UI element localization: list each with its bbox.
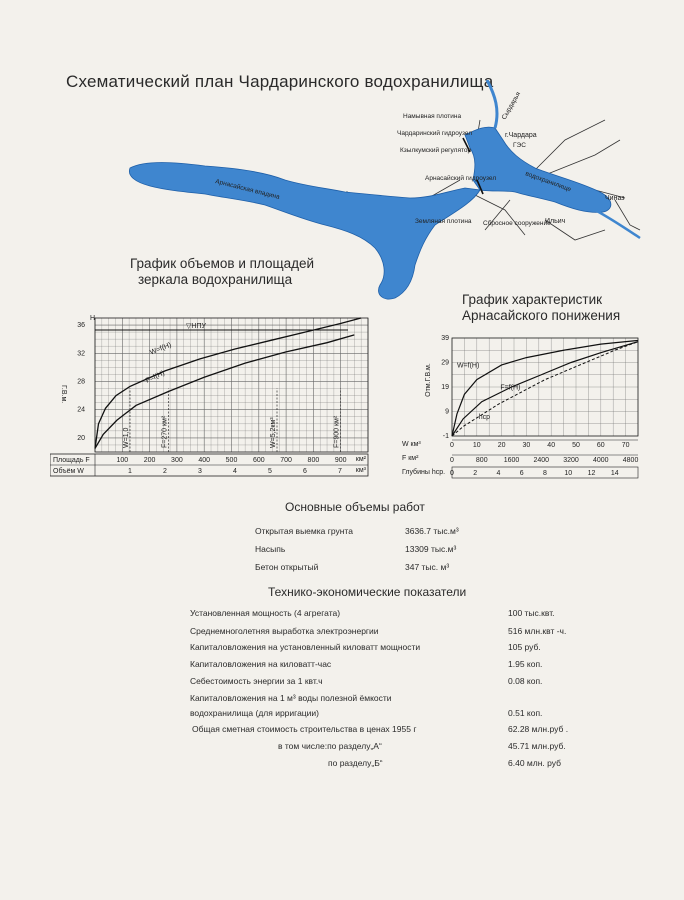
ar-f-tick: 2400 <box>533 457 550 464</box>
indicator-label: по разделу„Б“ <box>328 758 383 768</box>
ar-curve-h-label: hср <box>478 413 491 421</box>
w-tick-label: 7 <box>338 468 342 475</box>
ar-w-tick: 0 <box>450 442 454 449</box>
indicator-value: 62.28 млн.руб . <box>508 724 569 734</box>
vol-ytick-label: 28 <box>77 378 85 386</box>
works-heading: Основные объемы работ <box>285 500 425 514</box>
vol-ytick-label: 24 <box>77 406 85 414</box>
f-tick-label: 300 <box>171 457 183 464</box>
indicator-label: в том числе:по разделу„А“ <box>278 741 382 751</box>
f-tick-label: 700 <box>280 457 292 464</box>
ar-w-tick: 60 <box>596 442 605 449</box>
works-item-value: 347 тыс. м³ <box>405 562 450 572</box>
works-item-value: 13309 тыс.м³ <box>405 544 457 554</box>
indicator-value: 45.71 млн.руб. <box>508 741 566 751</box>
indicator-label: Себестоимость энергии за 1 квт.ч <box>190 676 323 686</box>
vol-subtitle-line2: зеркала водохранилища <box>138 272 293 287</box>
ann-f1-label: F=900 км² <box>333 415 341 448</box>
indicator-label: Капиталовложения на киловатт-час <box>190 659 332 669</box>
vol-subtitle-line1: График объемов и площадей <box>130 256 315 271</box>
w-tick-label: 4 <box>233 468 237 475</box>
indicator-value: 516 млн.квт -ч. <box>508 626 567 636</box>
ar-ylabel: Отм.Г.В.м. <box>425 363 432 397</box>
works-item-label: Открытая выемка грунта <box>255 526 353 536</box>
f-unit: км² <box>355 456 366 463</box>
w-tick-label: 5 <box>268 468 272 475</box>
ar-f-tick: 800 <box>475 457 488 464</box>
label-kzyl: Кзылкумский регулятор <box>400 147 472 154</box>
w-tick-label: 2 <box>163 468 167 475</box>
volume-area-chart <box>50 310 380 490</box>
ar-subtitle-line1: График характеристик <box>462 292 603 307</box>
ar-f-tick: 3200 <box>563 457 579 464</box>
ar-curve-f <box>452 342 638 436</box>
f-tick-label: 600 <box>252 457 265 464</box>
ar-ytick-label: 39 <box>441 335 449 342</box>
page-title: Схематический план Чардаринского водохранилища <box>66 72 494 91</box>
row-w-label: Объём W <box>53 468 84 475</box>
f-tick-label: 400 <box>198 457 211 464</box>
f-tick-label: 200 <box>143 457 156 464</box>
ar-curve-h <box>452 342 638 436</box>
indicators-heading: Технико-экономические показатели <box>268 585 467 599</box>
label-chinaz: Чиназ <box>605 195 625 202</box>
ann-f0-label: F=270 км² <box>161 415 169 448</box>
label-arnasai-depression: Арнасайская впадина <box>214 178 281 201</box>
ar-w-tick: 20 <box>497 442 506 449</box>
label-reservoir: водохранилище <box>524 170 573 194</box>
w-unit: км³ <box>355 467 366 474</box>
label-arnasai-hydro: Арнасайский гидроузел <box>425 175 497 182</box>
ar-row-f-label: F км² <box>402 455 419 462</box>
ar-subtitle-line2: Арнасайского понижения <box>462 308 621 323</box>
arnasai-chart <box>400 330 650 485</box>
ar-h-tick: 12 <box>587 470 596 477</box>
w-tick-label: 3 <box>198 468 202 475</box>
f-tick-label: 900 <box>334 457 347 464</box>
ann-w1-label: W=5,2км³ <box>270 417 277 448</box>
vol-chart-subtitle <box>130 256 314 288</box>
ar-ytick-label: 19 <box>441 384 449 391</box>
vol-ytick-label: 20 <box>77 434 85 442</box>
ar-grid <box>452 338 638 436</box>
curve-w-label: W=f(H) <box>149 341 173 357</box>
ar-h-tick: 14 <box>610 470 619 477</box>
indicator-value: 0.08 коп. <box>508 676 543 686</box>
ar-ytick-label: 9 <box>445 408 449 416</box>
f-tick-label: 100 <box>116 457 129 464</box>
curve-f-label: F=f(H) <box>144 369 166 385</box>
vol-ytick-label: 36 <box>77 322 85 330</box>
ar-f-tick: 1600 <box>503 457 520 464</box>
ar-ytick-label: 29 <box>441 359 449 367</box>
indicator-label: Общая сметная стоимость строительства в ценах 1955 г <box>192 724 417 734</box>
indicator-label: водохранилища (для ирригации) <box>190 708 319 718</box>
ar-curve-w <box>452 340 638 436</box>
indicator-value: 100 тыс.квт. <box>508 608 555 618</box>
ar-w-tick: 50 <box>572 442 580 449</box>
f-tick-label: 800 <box>307 457 320 464</box>
ar-row-h-label: Глубины hср. <box>402 469 446 476</box>
vol-ytop-label: Н <box>90 315 96 322</box>
label-ges: ГЭС <box>513 142 526 149</box>
ar-h-tick: 8 <box>543 470 547 477</box>
indicator-value: 105 руб. <box>508 642 541 652</box>
ar-h-tick: 4 <box>496 470 501 477</box>
works-item-label: Насыпь <box>255 544 286 554</box>
ar-f-tick: 4000 <box>593 457 609 464</box>
label-ilyich: Ильич <box>545 218 566 225</box>
label-chardara-hydro: Чардаринский гидроузел <box>397 130 473 137</box>
indicator-label: Капиталовложения на установленный киловатт мощности <box>190 642 421 652</box>
ar-row-w-label: W км³ <box>402 441 421 448</box>
w-tick-label: 6 <box>303 468 307 475</box>
ar-w-tick: 40 <box>547 442 556 449</box>
ar-ytick-label: -1 <box>442 433 449 440</box>
ar-chart-subtitle <box>462 292 620 324</box>
vol-ylabel: Г.В.м. <box>60 385 67 404</box>
row-f-label: Площадь F <box>53 457 90 464</box>
ar-curve-f-label: F=f(H) <box>500 384 521 392</box>
indicator-label: Капиталовложения на 1 м³ воды полезной ёмкости <box>190 693 392 703</box>
ar-h-tick: 10 <box>564 470 573 477</box>
label-syrdarya: Сырдарья <box>500 90 523 121</box>
label-earth-dam: Земляная плотина <box>415 218 472 225</box>
works-item-label: Бетон открытый <box>255 562 319 572</box>
indicator-value: 0.51 коп. <box>508 708 543 718</box>
ar-h-tick: 2 <box>473 470 478 477</box>
ar-h-tick: 6 <box>519 470 524 477</box>
npu-label: ▽НПУ <box>186 322 206 330</box>
indicator-label: Среднемноголетняя выработка электроэнергии <box>190 626 379 636</box>
label-city-chardara: г.Чардара <box>505 132 537 139</box>
label-namyv: Намывная плотина <box>403 113 462 120</box>
works-item-value: 3636.7 тыс.м³ <box>405 526 459 536</box>
curve-w <box>95 318 361 448</box>
indicator-label: Установленная мощность (4 агрегата) <box>190 608 341 618</box>
ann-w0-label: W=1,0 <box>123 427 130 448</box>
vol-grid <box>95 318 368 452</box>
ar-h-tick: 0 <box>450 470 454 477</box>
ar-w-tick: 30 <box>522 442 531 449</box>
vol-ytick-label: 32 <box>77 350 85 358</box>
indicator-value: 1.95 коп. <box>508 659 543 669</box>
syrdarya-river <box>487 80 497 128</box>
f-tick-label: 500 <box>225 457 238 464</box>
ar-f-tick: 0 <box>450 457 454 464</box>
indicator-value: 6.40 млн. руб <box>508 758 561 768</box>
label-sbros: Сбросное сооружение <box>483 220 551 227</box>
ar-w-tick: 70 <box>621 442 630 449</box>
ar-curve-w-label: W=f(H) <box>456 362 480 370</box>
w-tick-label: 1 <box>128 468 132 475</box>
ar-w-tick: 10 <box>472 442 481 449</box>
chardara-reservoir <box>465 127 611 212</box>
ar-f-tick: 4800 <box>622 457 639 464</box>
